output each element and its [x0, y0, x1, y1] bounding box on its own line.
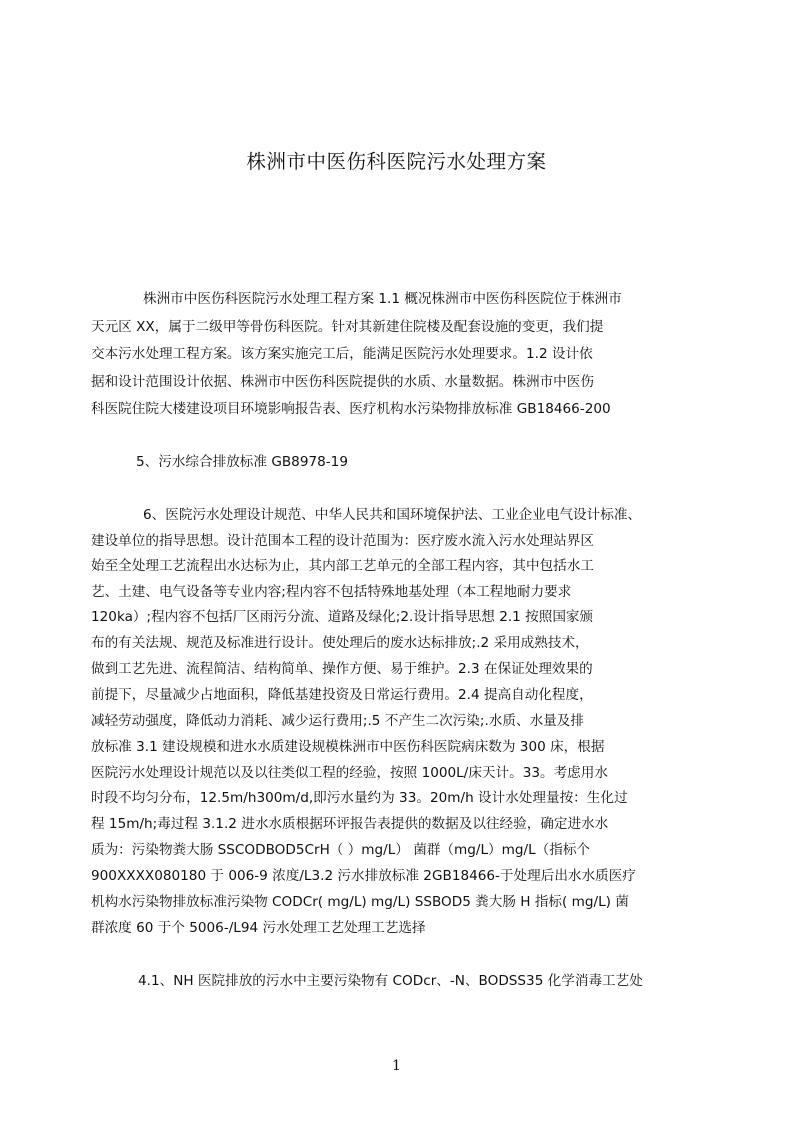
text-line: 据和设计范围设计依据、株洲市中医伤科医院提供的水质、水量数据。株洲市中医伤 — [91, 374, 594, 390]
text-line: 艺、土建、电气设备等专业内容;程内容不包括特殊地基处理（本工程地耐力要求 — [91, 584, 572, 600]
text-line: 交本污水处理工程方案。该方案实施完工后，能满足医院污水处理要求。1.2 设计依 — [91, 346, 593, 362]
text-line: 4.1、NH 医院排放的污水中主要污染物有 CODcr、-N、BODSS35 化学消毒工艺处 — [138, 973, 643, 989]
text-line: 做到工艺先进、流程简洁、结构简单、操作方便、易于维护。2.3 在保证处理效果的 — [91, 661, 593, 677]
text-line: 900XXXX080180 于 006-9 浓度/L3.2 污水排放标准 2GB18466-于处理后出水水质医疗 — [91, 868, 636, 884]
text-line: 建设单位的指导思想。设计范围本工程的设计范围为：医疗废水流入污水处理站界区 — [91, 533, 594, 549]
text-line: 群浓度 60 于个 5006-/L94 污水处理工艺处理工艺选择 — [91, 920, 426, 936]
text-line: 程 15m/h;毒过程 3.1.2 进水水质根据环评报告表提供的数据及以往经验，确定进水水 — [91, 816, 609, 832]
document-title: 株洲市中医伤科医院污水处理方案 — [246, 150, 547, 173]
page-number: 1 — [392, 1058, 401, 1074]
text-line: 医院污水处理设计规范以及以往类似工程的经验，按照 1000L/床天计。33。考虑用水 — [91, 765, 608, 781]
text-line: 放标准 3.1 建设规模和进水水质建设规模株洲市中医伤科医院病床数为 300 床，根据 — [91, 739, 605, 755]
text-line: 前提下，尽量减少占地面积，降低基建投资及日常运行费用。2.4 提高自动化程度， — [91, 687, 593, 703]
text-line: 120ka）;程内容不包括厂区雨污分流、道路及绿化;2.设计指导思想 2.1 按照国家颁 — [91, 609, 594, 625]
text-line: 时段不均匀分布，12.5m/h300m/d,即污水量约为 33。20m/h 设计水处理量按：生化过 — [91, 790, 628, 806]
text-line: 6、医院污水处理设计规范、中华人民共和国环境保护法、工业企业电气设计标准、 — [143, 507, 642, 523]
text-line: 质为：污染物粪大肠 SSCODBOD5CrH（ ）mg/L） 菌群（mg/L）mg/L（指标个 — [91, 842, 591, 858]
text-line: 株洲市中医伤科医院污水处理工程方案 1.1 概况株洲市中医伤科医院位于株洲市 — [143, 291, 622, 307]
text-line: 天元区 XX，属于二级甲等骨伤科医院。针对其新建住院楼及配套设施的变更，我们提 — [91, 319, 604, 335]
text-line: 5、污水综合排放标准 GB8978-19 — [136, 454, 348, 470]
text-line: 科医院住院大楼建设项目环境影响报告表、医疗机构水污染物排放标准 GB18466-200 — [91, 401, 611, 417]
text-line: 始至全处理工艺流程出水达标为止，其内部工艺单元的全部工程内容，其中包括水工 — [91, 558, 594, 574]
text-line: 机构水污染物排放标准污染物 CODCr( mg/L) mg/L) SSBOD5 粪大肠 H 指标( mg/L) 菌 — [91, 894, 629, 910]
text-line: 减轻劳动强度，降低动力消耗、减少运行费用;.5 不产生二次污染;.水质、水量及排 — [91, 713, 584, 729]
text-line: 布的有关法规、规范及标准进行设计。使处理后的废水达标排放;.2 采用成熟技术， — [91, 635, 589, 651]
